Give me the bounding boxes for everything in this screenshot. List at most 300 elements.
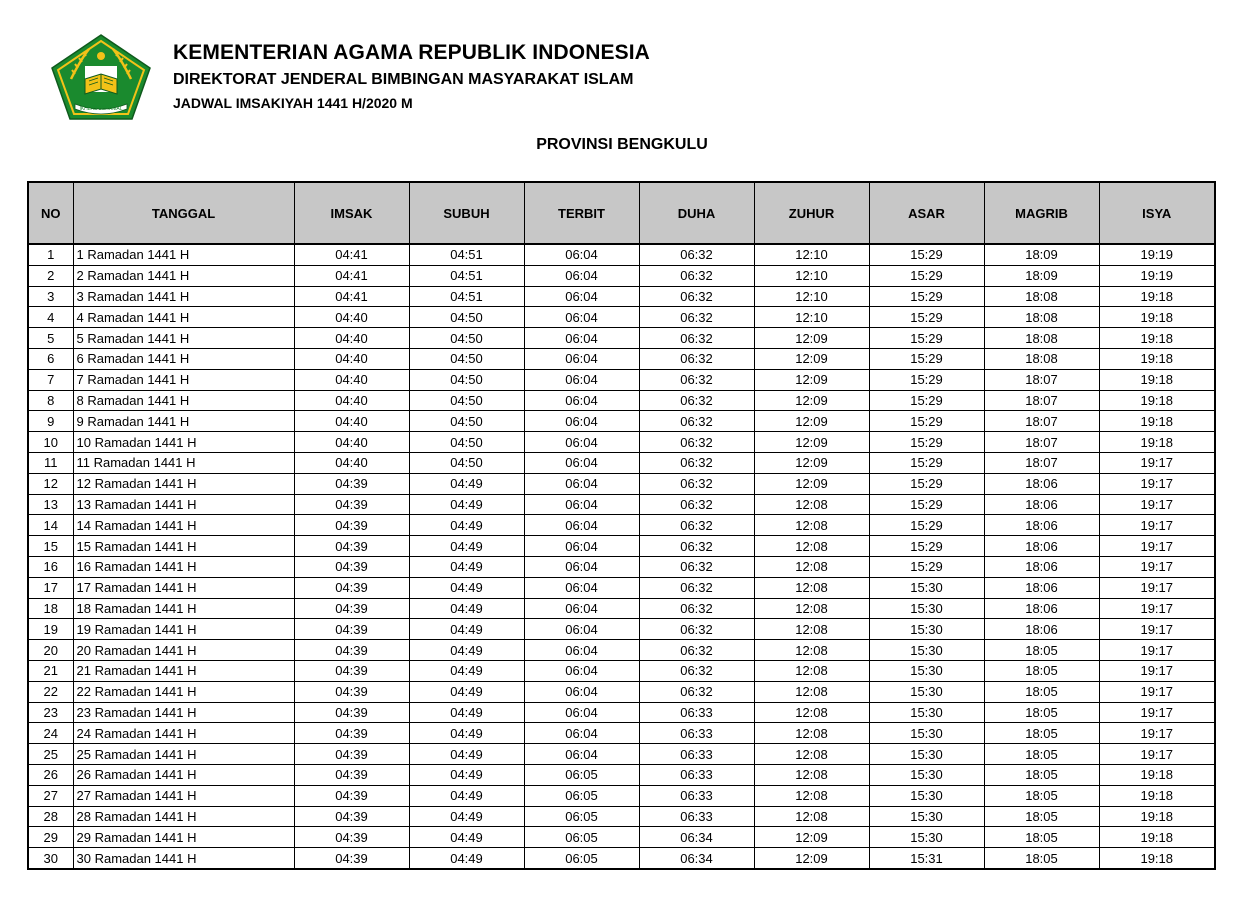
cell-asar: 15:30 <box>869 598 984 619</box>
cell-asar: 15:29 <box>869 536 984 557</box>
cell-magrib: 18:09 <box>984 244 1099 265</box>
cell-terbit: 06:04 <box>524 619 639 640</box>
cell-duha: 06:32 <box>639 432 754 453</box>
table-row <box>28 328 1215 349</box>
cell-tanggal: 17 Ramadan 1441 H <box>73 577 294 598</box>
cell-imsak: 04:39 <box>294 640 409 661</box>
table-row <box>28 265 1215 286</box>
table-row <box>28 619 1215 640</box>
table-row <box>28 785 1215 806</box>
cell-zuhur: 12:08 <box>754 515 869 536</box>
cell-isya: 19:19 <box>1099 265 1215 286</box>
cell-zuhur: 12:08 <box>754 536 869 557</box>
cell-zuhur: 12:09 <box>754 827 869 848</box>
cell-terbit: 06:04 <box>524 348 639 369</box>
cell-zuhur: 12:08 <box>754 640 869 661</box>
cell-zuhur: 12:09 <box>754 432 869 453</box>
cell-tanggal: 4 Ramadan 1441 H <box>73 307 294 328</box>
kemenag-logo <box>51 34 151 120</box>
cell-magrib: 18:06 <box>984 619 1099 640</box>
cell-duha: 06:33 <box>639 723 754 744</box>
cell-subuh: 04:49 <box>409 536 524 557</box>
cell-zuhur: 12:08 <box>754 702 869 723</box>
cell-isya: 19:18 <box>1099 848 1215 869</box>
cell-asar: 15:29 <box>869 265 984 286</box>
cell-magrib: 18:07 <box>984 432 1099 453</box>
cell-imsak: 04:41 <box>294 244 409 265</box>
cell-magrib: 18:08 <box>984 307 1099 328</box>
cell-subuh: 04:49 <box>409 515 524 536</box>
cell-subuh: 04:49 <box>409 723 524 744</box>
cell-asar: 15:30 <box>869 619 984 640</box>
cell-isya: 19:17 <box>1099 577 1215 598</box>
cell-subuh: 04:49 <box>409 764 524 785</box>
cell-terbit: 06:04 <box>524 494 639 515</box>
cell-isya: 19:18 <box>1099 411 1215 432</box>
cell-no: 1 <box>28 244 73 265</box>
cell-isya: 19:17 <box>1099 723 1215 744</box>
cell-zuhur: 12:09 <box>754 848 869 869</box>
cell-terbit: 06:04 <box>524 452 639 473</box>
cell-no: 7 <box>28 369 73 390</box>
cell-duha: 06:32 <box>639 640 754 661</box>
table-row <box>28 452 1215 473</box>
column-header-duha: DUHA <box>639 182 754 244</box>
cell-imsak: 04:39 <box>294 827 409 848</box>
cell-imsak: 04:40 <box>294 411 409 432</box>
cell-duha: 06:32 <box>639 348 754 369</box>
cell-terbit: 06:05 <box>524 785 639 806</box>
cell-tanggal: 25 Ramadan 1441 H <box>73 744 294 765</box>
cell-isya: 19:18 <box>1099 764 1215 785</box>
cell-no: 9 <box>28 411 73 432</box>
cell-isya: 19:18 <box>1099 369 1215 390</box>
cell-subuh: 04:50 <box>409 411 524 432</box>
cell-zuhur: 12:10 <box>754 244 869 265</box>
cell-tanggal: 2 Ramadan 1441 H <box>73 265 294 286</box>
cell-no: 20 <box>28 640 73 661</box>
cell-terbit: 06:04 <box>524 432 639 453</box>
table-row <box>28 411 1215 432</box>
cell-no: 30 <box>28 848 73 869</box>
cell-zuhur: 12:09 <box>754 390 869 411</box>
cell-asar: 15:29 <box>869 473 984 494</box>
cell-asar: 15:30 <box>869 723 984 744</box>
cell-zuhur: 12:09 <box>754 369 869 390</box>
cell-duha: 06:32 <box>639 473 754 494</box>
cell-imsak: 04:40 <box>294 452 409 473</box>
cell-magrib: 18:05 <box>984 681 1099 702</box>
cell-magrib: 18:09 <box>984 265 1099 286</box>
table-row <box>28 681 1215 702</box>
cell-subuh: 04:50 <box>409 452 524 473</box>
cell-imsak: 04:40 <box>294 369 409 390</box>
cell-no: 19 <box>28 619 73 640</box>
cell-isya: 19:17 <box>1099 536 1215 557</box>
cell-tanggal: 30 Ramadan 1441 H <box>73 848 294 869</box>
cell-no: 4 <box>28 307 73 328</box>
cell-no: 27 <box>28 785 73 806</box>
cell-subuh: 04:50 <box>409 307 524 328</box>
cell-tanggal: 15 Ramadan 1441 H <box>73 536 294 557</box>
cell-duha: 06:32 <box>639 411 754 432</box>
cell-terbit: 06:04 <box>524 660 639 681</box>
province-title: PROVINSI BENGKULU <box>536 136 708 153</box>
cell-duha: 06:32 <box>639 577 754 598</box>
logo-motto: IKHLAS BERAMAL <box>79 106 123 112</box>
cell-isya: 19:19 <box>1099 244 1215 265</box>
table-row <box>28 494 1215 515</box>
cell-duha: 06:32 <box>639 286 754 307</box>
cell-magrib: 18:08 <box>984 348 1099 369</box>
cell-imsak: 04:40 <box>294 432 409 453</box>
cell-subuh: 04:49 <box>409 702 524 723</box>
cell-subuh: 04:50 <box>409 328 524 349</box>
cell-isya: 19:17 <box>1099 473 1215 494</box>
cell-duha: 06:32 <box>639 660 754 681</box>
cell-tanggal: 24 Ramadan 1441 H <box>73 723 294 744</box>
cell-subuh: 04:51 <box>409 244 524 265</box>
cell-zuhur: 12:08 <box>754 556 869 577</box>
cell-terbit: 06:04 <box>524 244 639 265</box>
cell-isya: 19:18 <box>1099 286 1215 307</box>
cell-tanggal: 1 Ramadan 1441 H <box>73 244 294 265</box>
cell-imsak: 04:39 <box>294 577 409 598</box>
cell-duha: 06:34 <box>639 827 754 848</box>
cell-imsak: 04:39 <box>294 598 409 619</box>
cell-asar: 15:29 <box>869 411 984 432</box>
cell-asar: 15:29 <box>869 286 984 307</box>
cell-isya: 19:17 <box>1099 452 1215 473</box>
cell-isya: 19:18 <box>1099 390 1215 411</box>
cell-magrib: 18:05 <box>984 723 1099 744</box>
cell-subuh: 04:49 <box>409 806 524 827</box>
cell-imsak: 04:41 <box>294 286 409 307</box>
cell-duha: 06:33 <box>639 702 754 723</box>
cell-terbit: 06:04 <box>524 556 639 577</box>
cell-imsak: 04:39 <box>294 660 409 681</box>
cell-duha: 06:32 <box>639 619 754 640</box>
column-header-terbit: TERBIT <box>524 182 639 244</box>
cell-terbit: 06:04 <box>524 286 639 307</box>
table-row <box>28 640 1215 661</box>
cell-subuh: 04:49 <box>409 556 524 577</box>
cell-terbit: 06:04 <box>524 390 639 411</box>
cell-imsak: 04:39 <box>294 785 409 806</box>
cell-subuh: 04:49 <box>409 598 524 619</box>
cell-isya: 19:17 <box>1099 619 1215 640</box>
cell-duha: 06:33 <box>639 806 754 827</box>
cell-subuh: 04:49 <box>409 640 524 661</box>
cell-tanggal: 21 Ramadan 1441 H <box>73 660 294 681</box>
cell-terbit: 06:04 <box>524 328 639 349</box>
column-header-tanggal: TANGGAL <box>73 182 294 244</box>
cell-imsak: 04:39 <box>294 744 409 765</box>
cell-subuh: 04:50 <box>409 432 524 453</box>
cell-imsak: 04:40 <box>294 328 409 349</box>
cell-imsak: 04:41 <box>294 265 409 286</box>
cell-tanggal: 3 Ramadan 1441 H <box>73 286 294 307</box>
cell-no: 13 <box>28 494 73 515</box>
document-header <box>173 40 650 114</box>
cell-imsak: 04:39 <box>294 494 409 515</box>
cell-zuhur: 12:08 <box>754 619 869 640</box>
cell-magrib: 18:05 <box>984 744 1099 765</box>
cell-duha: 06:32 <box>639 494 754 515</box>
cell-zuhur: 12:08 <box>754 660 869 681</box>
cell-terbit: 06:04 <box>524 515 639 536</box>
cell-asar: 15:30 <box>869 660 984 681</box>
cell-terbit: 06:04 <box>524 307 639 328</box>
cell-terbit: 06:05 <box>524 827 639 848</box>
cell-zuhur: 12:08 <box>754 598 869 619</box>
table-row <box>28 369 1215 390</box>
cell-duha: 06:32 <box>639 328 754 349</box>
cell-no: 21 <box>28 660 73 681</box>
cell-duha: 06:33 <box>639 764 754 785</box>
table-row <box>28 556 1215 577</box>
cell-magrib: 18:07 <box>984 452 1099 473</box>
cell-asar: 15:30 <box>869 577 984 598</box>
cell-duha: 06:32 <box>639 265 754 286</box>
cell-subuh: 04:49 <box>409 577 524 598</box>
cell-subuh: 04:49 <box>409 785 524 806</box>
cell-tanggal: 6 Ramadan 1441 H <box>73 348 294 369</box>
cell-duha: 06:32 <box>639 556 754 577</box>
cell-duha: 06:32 <box>639 598 754 619</box>
cell-duha: 06:32 <box>639 307 754 328</box>
cell-imsak: 04:39 <box>294 806 409 827</box>
cell-imsak: 04:39 <box>294 473 409 494</box>
cell-zuhur: 12:09 <box>754 452 869 473</box>
cell-magrib: 18:05 <box>984 660 1099 681</box>
cell-magrib: 18:06 <box>984 494 1099 515</box>
cell-isya: 19:18 <box>1099 348 1215 369</box>
cell-no: 10 <box>28 432 73 453</box>
cell-zuhur: 12:08 <box>754 494 869 515</box>
cell-no: 14 <box>28 515 73 536</box>
cell-terbit: 06:04 <box>524 681 639 702</box>
cell-tanggal: 5 Ramadan 1441 H <box>73 328 294 349</box>
cell-duha: 06:32 <box>639 244 754 265</box>
cell-tanggal: 10 Ramadan 1441 H <box>73 432 294 453</box>
cell-zuhur: 12:09 <box>754 348 869 369</box>
cell-asar: 15:30 <box>869 827 984 848</box>
cell-terbit: 06:04 <box>524 640 639 661</box>
cell-magrib: 18:07 <box>984 390 1099 411</box>
cell-isya: 19:17 <box>1099 744 1215 765</box>
cell-imsak: 04:39 <box>294 681 409 702</box>
cell-duha: 06:32 <box>639 681 754 702</box>
cell-zuhur: 12:08 <box>754 764 869 785</box>
cell-isya: 19:18 <box>1099 806 1215 827</box>
cell-no: 2 <box>28 265 73 286</box>
cell-isya: 19:17 <box>1099 640 1215 661</box>
table-row <box>28 536 1215 557</box>
cell-terbit: 06:04 <box>524 369 639 390</box>
cell-asar: 15:29 <box>869 515 984 536</box>
cell-imsak: 04:40 <box>294 348 409 369</box>
table-row <box>28 827 1215 848</box>
cell-duha: 06:34 <box>639 848 754 869</box>
cell-no: 18 <box>28 598 73 619</box>
table-row <box>28 307 1215 328</box>
ministry-title: KEMENTERIAN AGAMA REPUBLIK INDONESIA <box>173 41 650 64</box>
column-header-zuhur: ZUHUR <box>754 182 869 244</box>
cell-tanggal: 18 Ramadan 1441 H <box>73 598 294 619</box>
cell-magrib: 18:06 <box>984 577 1099 598</box>
cell-tanggal: 11 Ramadan 1441 H <box>73 452 294 473</box>
cell-tanggal: 7 Ramadan 1441 H <box>73 369 294 390</box>
cell-isya: 19:17 <box>1099 494 1215 515</box>
cell-isya: 19:17 <box>1099 556 1215 577</box>
cell-zuhur: 12:09 <box>754 328 869 349</box>
cell-tanggal: 8 Ramadan 1441 H <box>73 390 294 411</box>
cell-terbit: 06:05 <box>524 848 639 869</box>
cell-isya: 19:17 <box>1099 681 1215 702</box>
cell-imsak: 04:40 <box>294 307 409 328</box>
cell-subuh: 04:49 <box>409 827 524 848</box>
cell-terbit: 06:04 <box>524 723 639 744</box>
cell-asar: 15:30 <box>869 806 984 827</box>
cell-magrib: 18:08 <box>984 328 1099 349</box>
cell-magrib: 18:05 <box>984 806 1099 827</box>
cell-asar: 15:31 <box>869 848 984 869</box>
cell-zuhur: 12:08 <box>754 577 869 598</box>
table-header-row <box>28 182 1215 244</box>
cell-terbit: 06:04 <box>524 536 639 557</box>
cell-asar: 15:29 <box>869 452 984 473</box>
cell-subuh: 04:50 <box>409 390 524 411</box>
cell-asar: 15:29 <box>869 390 984 411</box>
table-row <box>28 702 1215 723</box>
table-row <box>28 806 1215 827</box>
cell-tanggal: 13 Ramadan 1441 H <box>73 494 294 515</box>
cell-zuhur: 12:09 <box>754 473 869 494</box>
cell-isya: 19:17 <box>1099 660 1215 681</box>
table-row <box>28 723 1215 744</box>
cell-asar: 15:30 <box>869 702 984 723</box>
cell-duha: 06:33 <box>639 744 754 765</box>
cell-subuh: 04:50 <box>409 348 524 369</box>
cell-magrib: 18:05 <box>984 827 1099 848</box>
cell-isya: 19:17 <box>1099 598 1215 619</box>
column-header-imsak: IMSAK <box>294 182 409 244</box>
cell-imsak: 04:39 <box>294 515 409 536</box>
cell-imsak: 04:39 <box>294 723 409 744</box>
cell-magrib: 18:05 <box>984 785 1099 806</box>
cell-subuh: 04:49 <box>409 473 524 494</box>
cell-duha: 06:32 <box>639 369 754 390</box>
cell-no: 29 <box>28 827 73 848</box>
table-row <box>28 390 1215 411</box>
cell-no: 23 <box>28 702 73 723</box>
cell-no: 26 <box>28 764 73 785</box>
cell-imsak: 04:40 <box>294 390 409 411</box>
cell-magrib: 18:06 <box>984 473 1099 494</box>
cell-magrib: 18:06 <box>984 598 1099 619</box>
cell-subuh: 04:49 <box>409 660 524 681</box>
cell-tanggal: 26 Ramadan 1441 H <box>73 764 294 785</box>
table-row <box>28 764 1215 785</box>
cell-isya: 19:18 <box>1099 328 1215 349</box>
cell-zuhur: 12:10 <box>754 307 869 328</box>
cell-subuh: 04:49 <box>409 681 524 702</box>
column-header-isya: ISYA <box>1099 182 1215 244</box>
schedule-title: JADWAL IMSAKIYAH 1441 H/2020 M <box>173 95 413 111</box>
cell-terbit: 06:05 <box>524 806 639 827</box>
cell-tanggal: 27 Ramadan 1441 H <box>73 785 294 806</box>
cell-tanggal: 23 Ramadan 1441 H <box>73 702 294 723</box>
table-row <box>28 598 1215 619</box>
table-row <box>28 515 1215 536</box>
cell-tanggal: 20 Ramadan 1441 H <box>73 640 294 661</box>
imsakiyah-table <box>27 181 1216 870</box>
cell-subuh: 04:49 <box>409 494 524 515</box>
cell-subuh: 04:49 <box>409 744 524 765</box>
cell-isya: 19:18 <box>1099 827 1215 848</box>
cell-asar: 15:30 <box>869 640 984 661</box>
cell-magrib: 18:07 <box>984 369 1099 390</box>
cell-zuhur: 12:10 <box>754 286 869 307</box>
cell-no: 15 <box>28 536 73 557</box>
cell-asar: 15:29 <box>869 244 984 265</box>
cell-asar: 15:30 <box>869 764 984 785</box>
cell-subuh: 04:49 <box>409 848 524 869</box>
column-header-asar: ASAR <box>869 182 984 244</box>
cell-duha: 06:32 <box>639 452 754 473</box>
cell-no: 12 <box>28 473 73 494</box>
cell-tanggal: 19 Ramadan 1441 H <box>73 619 294 640</box>
cell-asar: 15:30 <box>869 785 984 806</box>
table-row <box>28 286 1215 307</box>
cell-subuh: 04:49 <box>409 619 524 640</box>
cell-no: 17 <box>28 577 73 598</box>
cell-terbit: 06:04 <box>524 702 639 723</box>
cell-zuhur: 12:08 <box>754 681 869 702</box>
cell-no: 28 <box>28 806 73 827</box>
table-row <box>28 744 1215 765</box>
cell-isya: 19:17 <box>1099 515 1215 536</box>
cell-magrib: 18:05 <box>984 702 1099 723</box>
cell-asar: 15:29 <box>869 348 984 369</box>
cell-no: 11 <box>28 452 73 473</box>
cell-terbit: 06:04 <box>524 265 639 286</box>
cell-duha: 06:33 <box>639 785 754 806</box>
cell-terbit: 06:05 <box>524 764 639 785</box>
cell-asar: 15:29 <box>869 494 984 515</box>
cell-magrib: 18:06 <box>984 556 1099 577</box>
cell-no: 6 <box>28 348 73 369</box>
cell-zuhur: 12:10 <box>754 265 869 286</box>
table-row <box>28 848 1215 869</box>
table-row <box>28 660 1215 681</box>
column-header-subuh: SUBUH <box>409 182 524 244</box>
cell-imsak: 04:39 <box>294 619 409 640</box>
cell-tanggal: 9 Ramadan 1441 H <box>73 411 294 432</box>
cell-asar: 15:29 <box>869 369 984 390</box>
cell-tanggal: 28 Ramadan 1441 H <box>73 806 294 827</box>
cell-imsak: 04:39 <box>294 556 409 577</box>
cell-zuhur: 12:09 <box>754 411 869 432</box>
cell-magrib: 18:08 <box>984 286 1099 307</box>
column-header-magrib: MAGRIB <box>984 182 1099 244</box>
cell-tanggal: 16 Ramadan 1441 H <box>73 556 294 577</box>
cell-zuhur: 12:08 <box>754 806 869 827</box>
table-row <box>28 577 1215 598</box>
cell-asar: 15:29 <box>869 556 984 577</box>
cell-magrib: 18:05 <box>984 848 1099 869</box>
